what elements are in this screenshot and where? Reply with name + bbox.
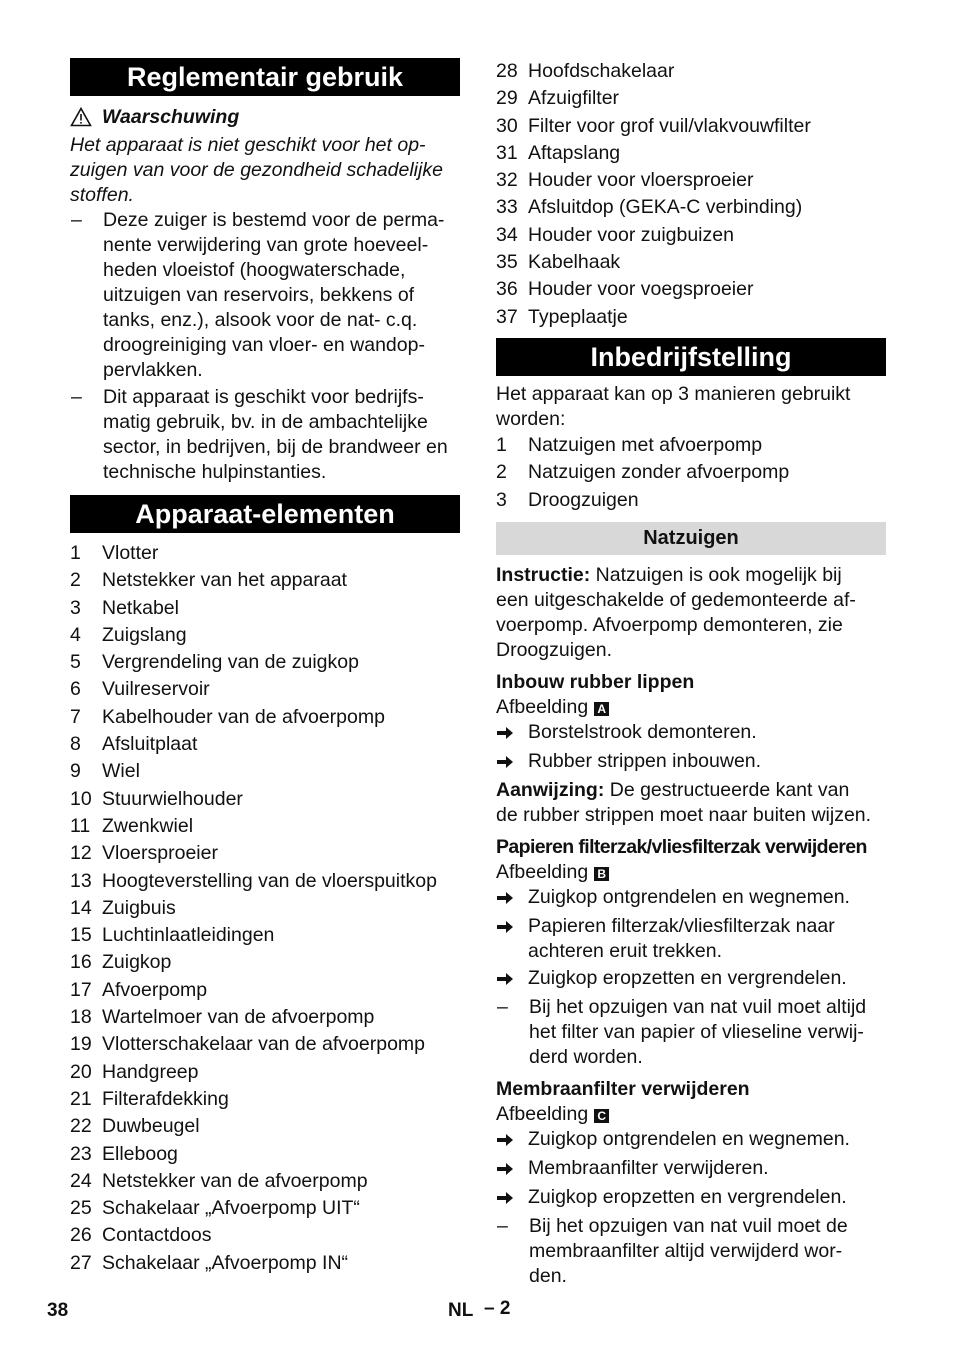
item-label: Luchtinlaatleidingen [102, 924, 275, 947]
elements-list [70, 540, 460, 1277]
item-label: Hoofdschakelaar [528, 60, 675, 82]
item-label: Droogzuigen [528, 488, 639, 511]
step-item [496, 1127, 886, 1154]
membrane-dash-list [496, 1214, 886, 1289]
item-number: 5 [70, 651, 81, 674]
item-label: Contactdoos [102, 1224, 212, 1247]
element-item [70, 595, 460, 622]
item-number: 21 [70, 1087, 92, 1110]
step-item [496, 966, 886, 993]
element-item [70, 1222, 460, 1249]
dash-marker: – [497, 1214, 508, 1237]
item-number: 33 [496, 196, 518, 219]
lips-steps [496, 720, 886, 776]
arrow-right-icon [496, 972, 514, 986]
item-label: Vlotterschakelaar van de afvoerpomp [102, 1033, 426, 1056]
step-item [496, 885, 886, 912]
item-label: Afzuigfilter [528, 87, 620, 110]
element-item [70, 840, 460, 867]
step-item [496, 720, 886, 747]
element-item [70, 1141, 460, 1168]
text-line: tanks, enz.), alsook voor de nat- c.q. [103, 309, 418, 331]
right-column [496, 58, 886, 1289]
text-line: achteren eruit trekken. [528, 939, 723, 962]
item-label: Netstekker van de afvoerpomp [102, 1169, 368, 1192]
page-number: 38 [47, 1300, 69, 1321]
item-label: Wartelmoer van de afvoerpomp [102, 1006, 375, 1029]
mode-item [496, 487, 886, 514]
element-item [70, 1250, 460, 1277]
element-item [70, 731, 460, 758]
text-line: voerpomp. Afvoerpomp demonteren, zie [496, 613, 843, 636]
element-item [70, 540, 460, 567]
element-item [70, 949, 460, 976]
dash-item-text [103, 385, 448, 485]
element-item [70, 977, 460, 1004]
bag-dash-list [496, 995, 886, 1070]
step-text: Membraanfilter verwijderen. [528, 1156, 769, 1179]
text-line: heden vloeistof (hoogwaterschade, [103, 259, 406, 281]
step-marker [496, 720, 528, 747]
membrane-steps [496, 1127, 886, 1212]
figure-label: Afbeelding [496, 860, 589, 883]
element-item [496, 85, 886, 112]
item-label: Afsluitplaat [102, 733, 198, 756]
text-line: Dit apparaat is geschikt voor bedrijfs- [103, 386, 424, 408]
item-label: Afsluitdop (GEKA-C verbinding) [528, 196, 803, 219]
arrow-right-icon [496, 920, 514, 934]
dash-marker: – [497, 995, 508, 1018]
instruction-paragraph [496, 563, 886, 663]
usage-dash-list [70, 208, 460, 485]
figure-label: Afbeelding [496, 695, 589, 718]
item-number: 37 [496, 305, 518, 328]
item-number: 7 [70, 705, 81, 728]
text-line [496, 563, 886, 588]
step-text [528, 885, 850, 912]
text-line: nente verwijdering van grote hoeveel- [103, 234, 429, 256]
membrane-title: Membraanfilter verwijderen [496, 1077, 750, 1100]
warning-line: Het apparaat is niet geschikt voor het op- [70, 134, 426, 156]
text-line: sector, in bedrijven, bij de brandweer en [103, 436, 448, 458]
item-number: 26 [70, 1224, 92, 1247]
arrow-right-icon [496, 891, 514, 905]
step-item [496, 749, 886, 776]
element-item [70, 649, 460, 676]
item-label: Vlotter [102, 542, 159, 564]
sub-page-number: – 2 [484, 1298, 511, 1319]
step-text [528, 966, 847, 993]
element-item [70, 1004, 460, 1031]
item-number: 3 [496, 488, 507, 511]
item-number: 8 [70, 733, 81, 756]
text-line: het filter van papier of vlieseline verwij- [529, 1020, 864, 1043]
figure-c-icon: C [594, 1109, 609, 1123]
step-marker [496, 1156, 528, 1183]
item-number: 28 [496, 60, 518, 82]
item-label: Vuilreservoir [102, 678, 210, 701]
modes-list [496, 432, 886, 514]
item-number: 15 [70, 924, 92, 947]
step-marker [496, 1127, 528, 1154]
element-item [70, 1059, 460, 1086]
dash-item [496, 995, 886, 1070]
item-label: Afvoerpomp [102, 978, 208, 1001]
text-line: Bij het opzuigen van nat vuil moet altijd [529, 995, 867, 1018]
element-item [496, 249, 886, 276]
item-number: 23 [70, 1142, 92, 1165]
element-item [70, 922, 460, 949]
text-line: den. [529, 1264, 567, 1287]
figure-reference [496, 1102, 886, 1127]
text-line: membraanfilter altijd verwijderd wor- [529, 1239, 843, 1262]
text-line: Zuigkop eropzetten en vergrendelen. [528, 966, 847, 989]
step-marker [496, 1185, 528, 1212]
item-number: 34 [496, 223, 518, 246]
step-item [496, 914, 886, 964]
item-label: Schakelaar „Afvoerpomp IN“ [102, 1251, 349, 1274]
item-label: Typeplaatje [528, 305, 628, 328]
item-number: 4 [70, 623, 81, 646]
element-item [496, 276, 886, 303]
step-marker [496, 885, 528, 912]
step-marker [496, 966, 528, 993]
item-number: 11 [70, 814, 91, 837]
item-number: 20 [70, 1060, 92, 1083]
step-text: Zuigkop eropzetten en vergrendelen. [528, 1185, 847, 1208]
item-number: 18 [70, 1006, 92, 1029]
item-number: 30 [496, 114, 518, 137]
startup-intro [496, 382, 886, 432]
step-text: Borstelstrook demonteren. [528, 720, 757, 743]
item-label: Zwenkwiel [102, 814, 194, 837]
subheading-natzuigen: Natzuigen [496, 522, 886, 555]
item-label: Vergrendeling van de zuigkop [102, 651, 359, 674]
arrow-right-icon [496, 1133, 514, 1147]
bag-steps [496, 885, 886, 993]
language-code: NL [448, 1300, 474, 1321]
warning-triangle-icon [70, 107, 92, 127]
item-number: 6 [70, 678, 81, 701]
item-number: 3 [70, 596, 81, 619]
heading-reglementair-gebruik: Reglementair gebruik [70, 58, 460, 96]
element-item [70, 1168, 460, 1195]
bag-title: Papieren filterzak/vliesfilterzak verwijderen [496, 835, 867, 858]
step-text: Zuigkop ontgrendelen en wegnemen. [528, 1127, 850, 1150]
text-line: technische hulpinstanties. [103, 461, 327, 483]
item-label: Zuigslang [102, 623, 187, 646]
text-line: Droogzuigen. [496, 638, 612, 661]
dash-item-text [529, 1214, 848, 1289]
item-number: 1 [496, 433, 507, 456]
instruction-label: Instructie: [496, 563, 591, 586]
element-item [496, 167, 886, 194]
text-line: Het apparaat kan op 3 manieren gebruikt [496, 382, 851, 405]
text-line: Zuigkop ontgrendelen en wegnemen. [528, 885, 850, 908]
item-number: 2 [70, 569, 81, 592]
text-line [496, 778, 886, 803]
element-item [70, 567, 460, 594]
text-line: derd worden. [529, 1045, 643, 1068]
dash-item-text [103, 208, 444, 383]
text-line: droogreiniging van vloer- en wandop- [103, 334, 425, 356]
element-item [70, 786, 460, 813]
warning-line: zuigen van voor de gezondheid schadelijke [70, 159, 443, 181]
warning-title [70, 103, 460, 131]
item-number: 32 [496, 169, 518, 192]
mode-item [496, 432, 886, 459]
item-label: Wiel [102, 760, 140, 783]
element-item [70, 704, 460, 731]
text-line: de rubber strippen moet naar buiten wijzen. [496, 803, 872, 826]
item-number: 17 [70, 978, 92, 1001]
item-number: 25 [70, 1197, 92, 1220]
figure-reference [496, 860, 886, 885]
left-column [70, 58, 460, 1277]
item-number: 35 [496, 251, 518, 274]
instruction-text: Natzuigen is ook mogelijk bij [590, 563, 842, 586]
item-number: 9 [70, 760, 81, 783]
figure-label: Afbeelding [496, 1102, 589, 1125]
item-label: Kabelhaak [528, 251, 621, 274]
item-label: Netkabel [102, 596, 179, 619]
element-item [496, 113, 886, 140]
step-marker [496, 914, 528, 964]
element-item [70, 758, 460, 785]
element-item [496, 304, 886, 331]
item-label: Houder voor zuigbuizen [528, 223, 734, 246]
dash-item-text [529, 995, 866, 1070]
item-label: Houder voor vloersproeier [528, 169, 754, 192]
item-label: Handgreep [102, 1060, 199, 1083]
mode-item [496, 459, 886, 486]
item-label: Netstekker van het apparaat [102, 569, 347, 592]
item-number: 2 [496, 461, 507, 484]
item-label: Houder voor voegsproeier [528, 278, 754, 301]
element-item [70, 868, 460, 895]
item-label: Schakelaar „Afvoerpomp UIT“ [102, 1197, 360, 1220]
text-line: uitzuigen van reservoirs, bekkens of [103, 284, 415, 306]
text-line: matig gebruik, bv. in de ambachtelijke [103, 411, 428, 433]
element-item [496, 222, 886, 249]
item-label: Stuurwielhouder [102, 787, 243, 810]
item-number: 13 [70, 869, 92, 892]
warning-line: stoffen. [70, 184, 134, 206]
lips-title: Inbouw rubber lippen [496, 670, 695, 693]
heading-inbedrijfstelling: Inbedrijfstelling [496, 338, 886, 376]
item-label: Zuigbuis [102, 896, 176, 919]
item-number: 29 [496, 87, 518, 110]
element-item [70, 1086, 460, 1113]
step-text [528, 914, 835, 964]
item-label: Natzuigen zonder afvoerpomp [528, 461, 790, 484]
arrow-right-icon [496, 1191, 514, 1205]
step-marker [496, 749, 528, 776]
text-line: Papieren filterzak/vliesfilterzak naar [528, 914, 835, 937]
text-line: een uitgeschakelde of gedemonteerde af- [496, 588, 856, 611]
item-number: 31 [496, 141, 518, 164]
warning-text [70, 133, 460, 208]
arrow-right-icon [496, 755, 514, 769]
item-number: 27 [70, 1251, 92, 1274]
item-number: 10 [70, 787, 92, 810]
element-item [496, 58, 886, 85]
element-item [70, 1195, 460, 1222]
element-item [496, 140, 886, 167]
element-item [70, 676, 460, 703]
element-item [496, 194, 886, 221]
item-label: Duwbeugel [102, 1115, 200, 1138]
item-label: Elleboog [102, 1142, 178, 1165]
dash-item [70, 385, 460, 485]
arrow-right-icon [496, 1162, 514, 1176]
dash-marker: – [71, 209, 82, 231]
note-text: De gestructueerde kant van [604, 778, 850, 801]
note-label: Aanwijzing: [496, 778, 605, 801]
item-label: Vloersproeier [102, 842, 218, 865]
text-line: pervlakken. [103, 359, 203, 381]
dash-item [496, 1214, 886, 1289]
step-text: Rubber strippen inbouwen. [528, 749, 762, 772]
text-line: Deze zuiger is bestemd voor de perma- [103, 209, 445, 231]
item-number: 16 [70, 951, 92, 974]
item-label: Aftapslang [528, 141, 621, 164]
item-number: 22 [70, 1115, 92, 1138]
arrow-right-icon [496, 726, 514, 740]
item-label: Filter voor grof vuil/vlakvouwfilter [528, 114, 811, 137]
item-number: 36 [496, 278, 518, 301]
figure-reference [496, 695, 886, 720]
item-number: 19 [70, 1033, 92, 1056]
elements-list-continued [496, 58, 886, 331]
item-label: Zuigkop [102, 951, 172, 974]
step-item [496, 1185, 886, 1212]
item-label: Kabelhouder van de afvoerpomp [102, 705, 385, 728]
warning-title-text: Waarschuwing [102, 105, 240, 128]
heading-apparaat-elementen: Apparaat-elementen [70, 495, 460, 533]
text-line: Bij het opzuigen van nat vuil moet de [529, 1214, 848, 1237]
item-label: Filterafdekking [102, 1087, 229, 1110]
item-label: Natzuigen met afvoerpomp [528, 433, 763, 456]
dash-item [70, 208, 460, 383]
item-number: 14 [70, 896, 92, 919]
figure-a-icon: A [594, 702, 609, 716]
item-label: Hoogteverstelling van de vloerspuitkop [102, 869, 437, 892]
text-line: worden: [496, 407, 566, 430]
item-number: 12 [70, 842, 92, 865]
figure-b-icon: B [594, 867, 609, 881]
step-item [496, 1156, 886, 1183]
element-item [70, 895, 460, 922]
dash-marker: – [71, 386, 82, 408]
element-item [70, 1031, 460, 1058]
element-item [70, 1113, 460, 1140]
item-number: 24 [70, 1169, 92, 1192]
element-item [70, 622, 460, 649]
item-number: 1 [70, 542, 81, 564]
element-item [70, 813, 460, 840]
note-paragraph [496, 778, 886, 828]
